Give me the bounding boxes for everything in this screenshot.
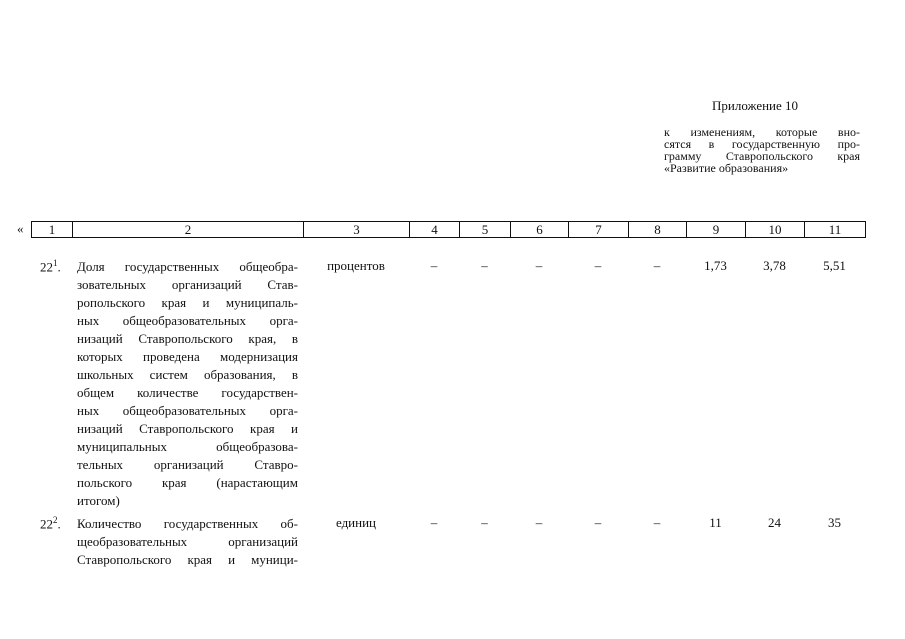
row-number: $22^1$. — [40, 258, 61, 275]
column-number: 4 — [410, 222, 460, 238]
value-cell: – — [535, 515, 543, 530]
value-cell: – — [430, 515, 438, 530]
row-description: Доля государственных общеобра- зовательных организаций Став- ропольского края и муниципаль- ных общеобразовательных орга- низаций Ставропольского края, в которых проведена модернизация школьных систем образования, в общем количестве государствен- ных общеобразовательных орга- низаций Ставропольского края и муниципальных общеобразова- тельных организаций Ставро- польского края (нарастающим итогом) — [77, 259, 298, 508]
row-description: Количество государственных об- щеобразовательных организаций Ставропольского края и муници- — [77, 516, 298, 567]
value-cell: – — [535, 258, 543, 273]
value-cell: – — [653, 258, 661, 273]
subtitle-line: к изменениям, которые вно- — [664, 125, 860, 139]
value-cell: – — [430, 258, 438, 273]
value-cell: 1,73 — [704, 258, 727, 273]
column-number: 2 — [73, 222, 304, 238]
value-cell: – — [594, 258, 602, 273]
unit-cell: единиц — [335, 515, 377, 530]
column-number: 5 — [460, 222, 511, 238]
subtitle-line: сятся в государственную про- — [664, 137, 860, 151]
appendix-subtitle — [664, 126, 860, 174]
value-cell: – — [653, 515, 661, 530]
column-number: 3 — [304, 222, 410, 238]
column-number: 9 — [687, 222, 746, 238]
value-cell: 3,78 — [763, 258, 786, 273]
value-cell: 11 — [709, 515, 722, 530]
column-number: 10 — [746, 222, 805, 238]
value-cell: 5,51 — [823, 258, 846, 273]
value-cell: – — [481, 258, 488, 273]
subtitle-line: грамму Ставропольского края — [664, 149, 860, 163]
opening-quote: « — [17, 221, 24, 236]
column-number-row — [31, 221, 866, 238]
value-cell: – — [594, 515, 602, 530]
row-number: $22^2$. — [40, 515, 61, 532]
column-number: 11 — [805, 222, 866, 238]
unit-cell: процентов — [327, 258, 385, 273]
appendix-title: Приложение 10 — [712, 98, 799, 113]
column-number: 1 — [32, 222, 73, 238]
value-cell: 35 — [828, 515, 841, 530]
value-cell: – — [481, 515, 488, 530]
value-cell: 24 — [768, 515, 781, 530]
subtitle-line: «Развитие образования» — [664, 161, 789, 175]
column-number: 8 — [629, 222, 687, 238]
column-number: 6 — [511, 222, 569, 238]
column-number: 7 — [569, 222, 629, 238]
